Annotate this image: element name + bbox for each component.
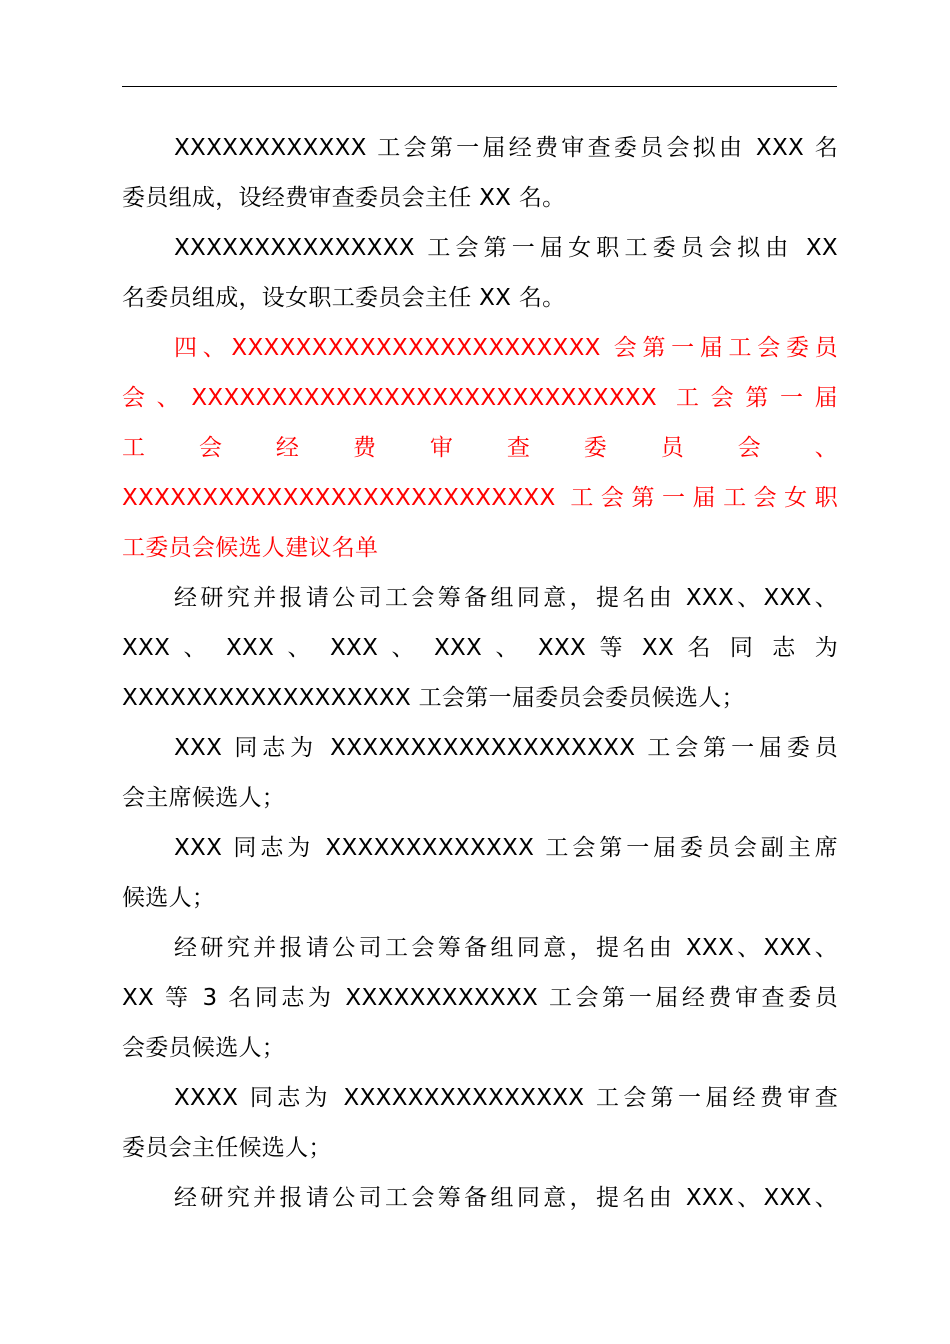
section-heading-line: 工 会 经 费 审 查 委 员 会 、 bbox=[122, 435, 838, 461]
paragraph-line: XXXXXXXXXXXX 工会第一届经费审查委员会拟由 XXX 名 bbox=[174, 135, 838, 161]
paragraph-line: 名委员组成，设女职工委员会主任 XX 名。 bbox=[122, 285, 566, 311]
header-rule bbox=[122, 86, 837, 87]
paragraph-line: 经研究并报请公司工会筹备组同意，提名由 XXX、XXX、 bbox=[174, 935, 838, 961]
paragraph-line: XX 等 3 名同志为 XXXXXXXXXXXX 工会第一届经费审查委员 bbox=[122, 985, 838, 1011]
paragraph-line: 委员组成，设经费审查委员会主任 XX 名。 bbox=[122, 185, 566, 211]
paragraph-line: XXXXXXXXXXXXXXXXXX 工会第一届委员会委员候选人； bbox=[122, 685, 745, 711]
paragraph-line: 会委员候选人； bbox=[122, 1035, 286, 1061]
paragraph-line: XXX 、 XXX 、 XXX 、 XXX 、 XXX 等 XX 名 同 志 为 bbox=[122, 635, 838, 661]
paragraph-line: 候选人； bbox=[122, 885, 216, 911]
section-heading-line: 工委员会候选人建议名单 bbox=[122, 535, 379, 561]
paragraph-line: XXXX 同志为 XXXXXXXXXXXXXXX 工会第一届经费审查 bbox=[174, 1085, 838, 1111]
paragraph-line: 经研究并报请公司工会筹备组同意，提名由 XXX、XXX、 bbox=[174, 1185, 838, 1211]
paragraph-line: 经研究并报请公司工会筹备组同意，提名由 XXX、XXX、 bbox=[174, 585, 838, 611]
paragraph-line: 委员会主任候选人； bbox=[122, 1135, 332, 1161]
paragraph-line: XXX 同志为 XXXXXXXXXXXXX 工会第一届委员会副主席 bbox=[174, 835, 838, 861]
paragraph-line: XXX 同志为 XXXXXXXXXXXXXXXXXXX 工会第一届委员 bbox=[174, 735, 838, 761]
paragraph-line: 会主席候选人； bbox=[122, 785, 286, 811]
section-heading-line: 会、XXXXXXXXXXXXXXXXXXXXXXXXXXXXX 工会第一届 bbox=[122, 385, 838, 411]
section-heading-line: XXXXXXXXXXXXXXXXXXXXXXXXXXX 工会第一届工会女职 bbox=[122, 485, 838, 511]
section-heading-line: 四、XXXXXXXXXXXXXXXXXXXXXXX 会第一届工会委员 bbox=[174, 335, 838, 361]
paragraph-line: XXXXXXXXXXXXXXX 工会第一届女职工委员会拟由 XX bbox=[174, 235, 838, 261]
